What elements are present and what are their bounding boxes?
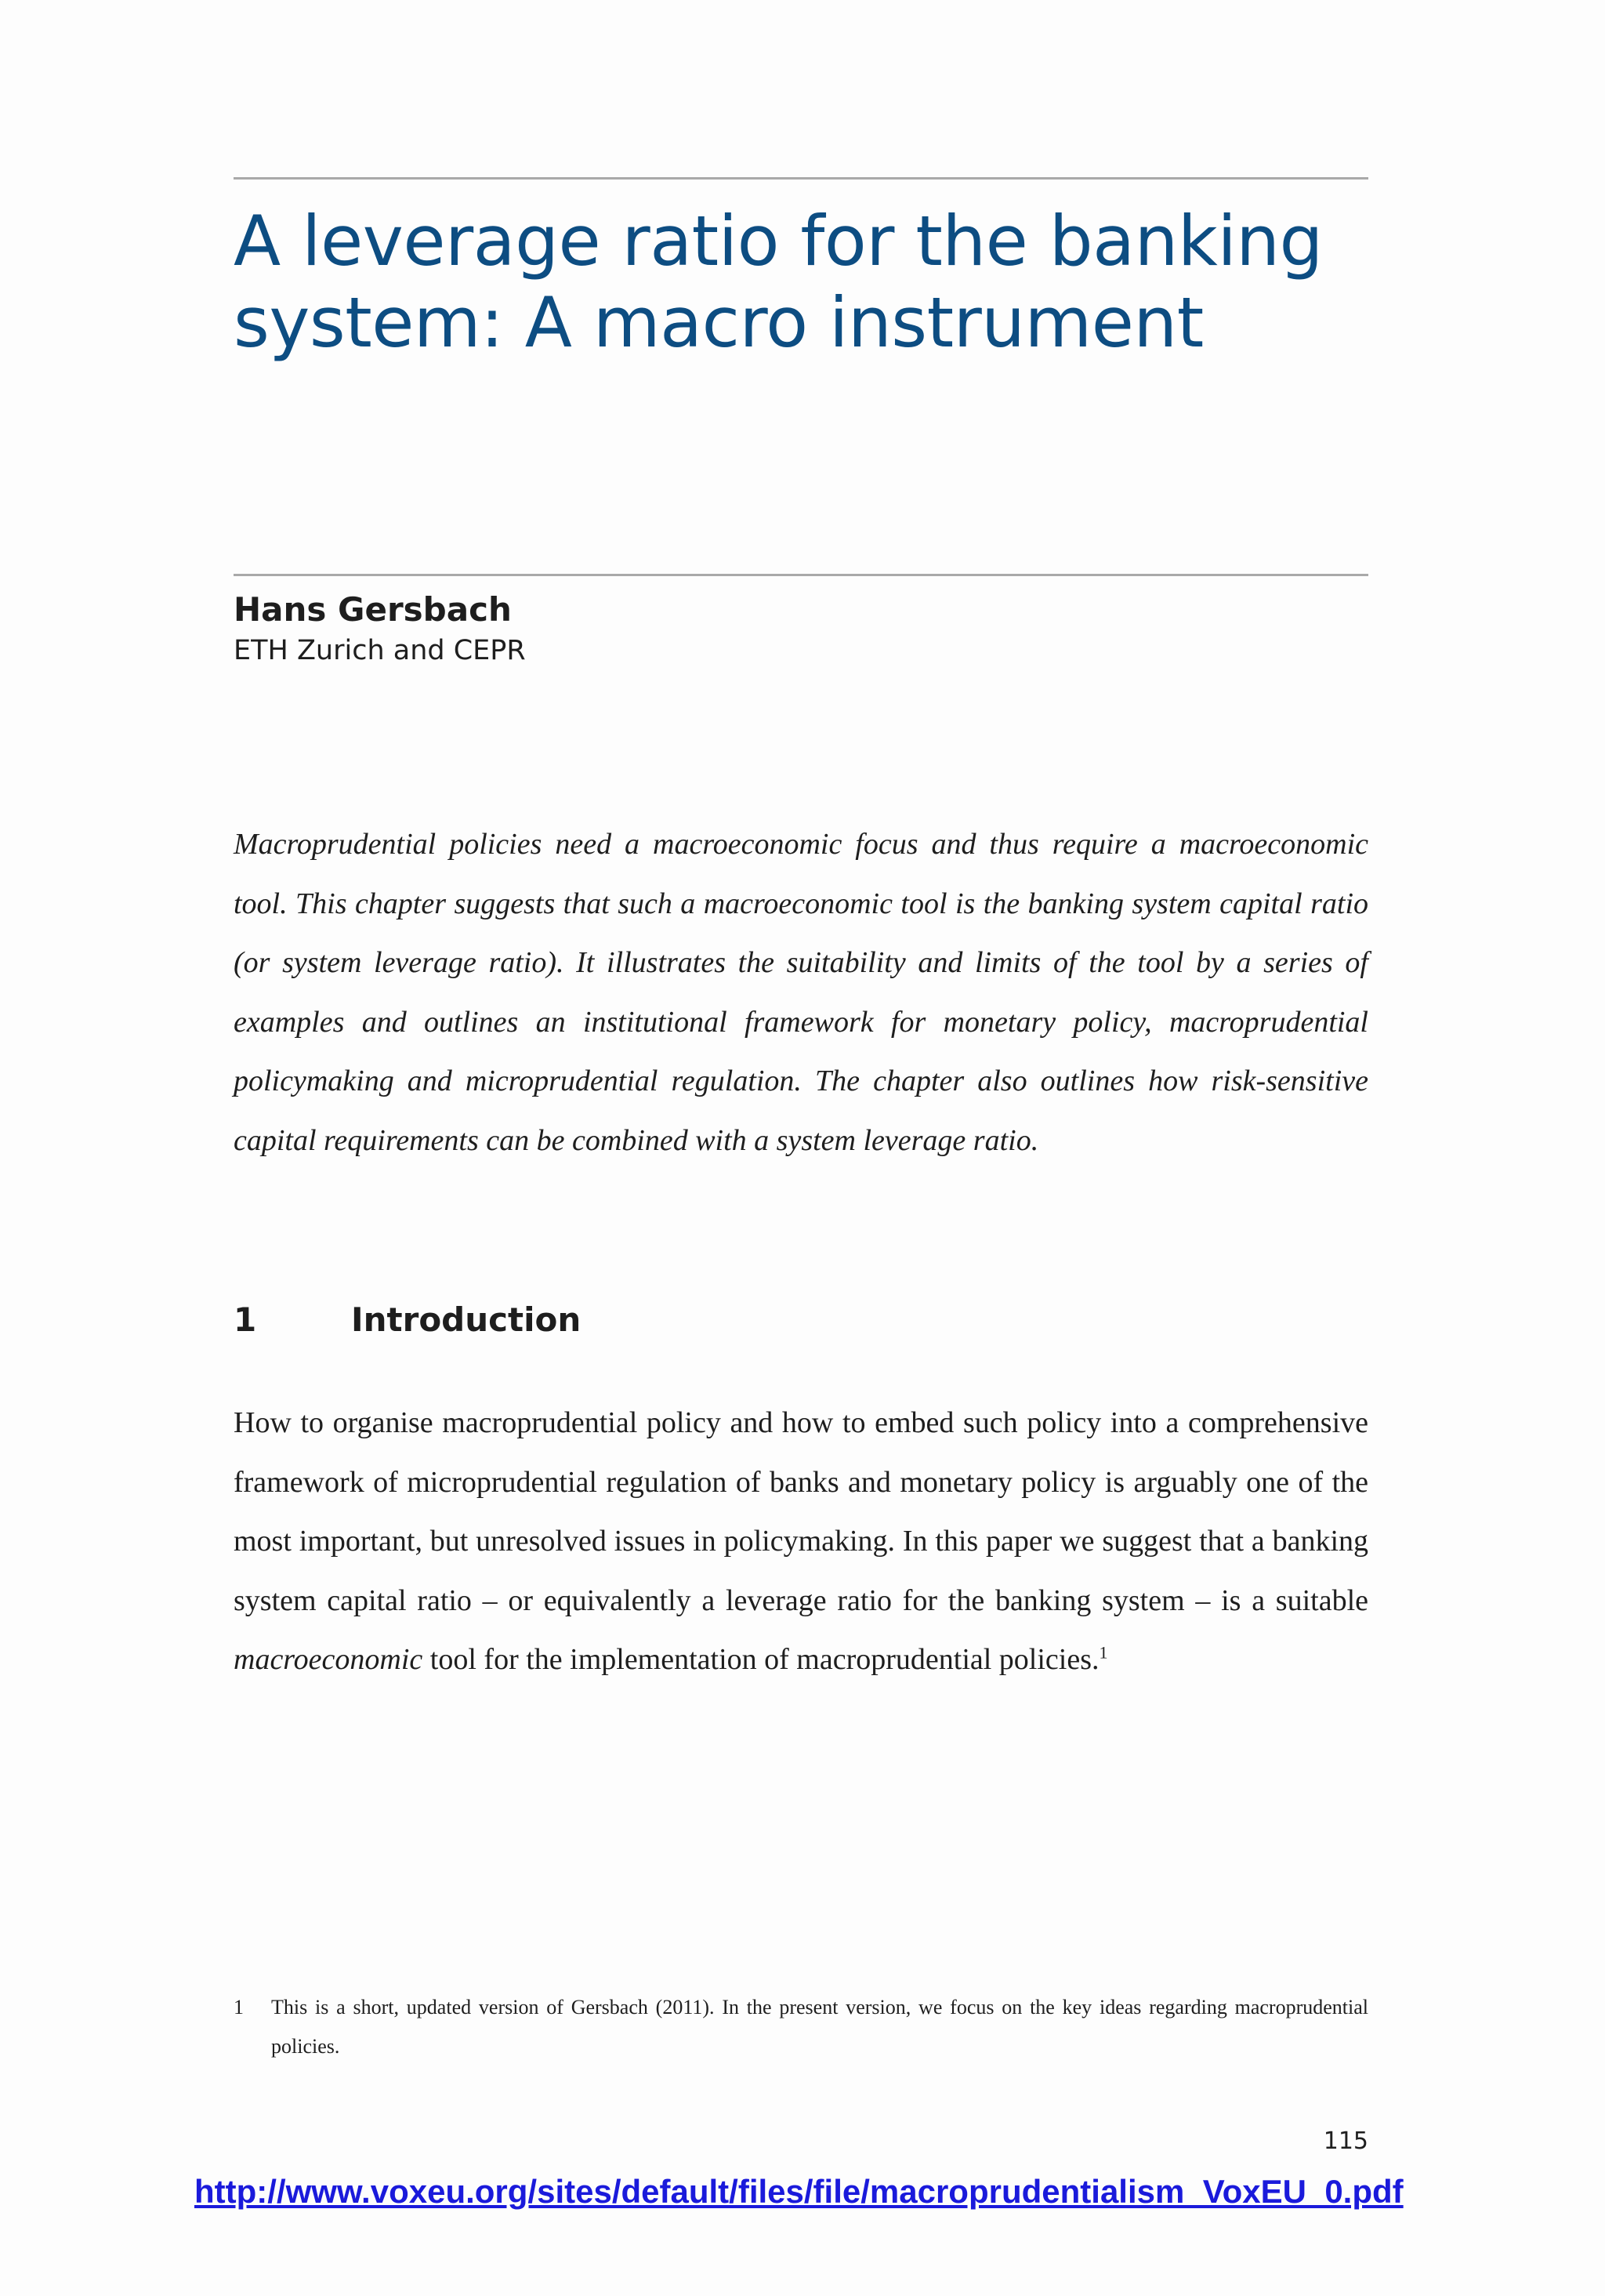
top-rule [234, 177, 1368, 180]
chapter-title-line-2: system: A macro instrument [234, 282, 1204, 363]
source-url-link[interactable]: http://www.voxeu.org/sites/default/files/file/macroprudentialism_VoxEU_0.pdf [194, 2173, 1404, 2210]
footnote-number: 1 [234, 1996, 244, 2019]
chapter-title-line-1: A leverage ratio for the banking [234, 201, 1323, 281]
section-number: 1 [234, 1300, 257, 1339]
author-name: Hans Gersbach [234, 590, 512, 629]
footnote-reference[interactable]: 1 [1099, 1642, 1108, 1663]
body-emphasis: macroeconomic [234, 1643, 423, 1676]
chapter-title [234, 201, 1368, 364]
author-affiliation: ETH Zurich and CEPR [234, 635, 526, 666]
body-text-part-2: tool for the implementation of macroprudential policies. [422, 1643, 1100, 1676]
footnote [234, 1988, 1368, 2066]
abstract: Macroprudential policies need a macroeconomic focus and thus require a macroeconomic tool. This chapter suggests that such a macroeconomic tool is the banking system capital ratio (or system leverage ratio). It illustrates the suitability and limits of the tool by a series of examples and outlines an institutional framework for monetary policy, macroprudential policymaking and microprudential regulation. The chapter also outlines how risk-sensitive capital requirements can be combined with a system leverage ratio. [234, 828, 1368, 1157]
author-rule [234, 574, 1368, 576]
body-text-part-1: How to organise macroprudential policy and how to embed such policy into a comprehensive framework of microprudential regulation of banks and monetary policy is arguably one of the most important, but unresolved issues in policymaking. In this paper we suggest that a banking system capital ratio – or equivalently a leverage ratio for the banking system – is a suitable [234, 1406, 1368, 1617]
footnote-text: This is a short, updated version of Gersbach (2011). In the present version, we focus on the key ideas regarding macroprudential policies. [271, 1996, 1368, 2058]
body-paragraph [234, 1394, 1368, 1690]
page-number: 115 [1323, 2127, 1368, 2155]
section-heading [234, 1300, 581, 1340]
section-title: Introduction [351, 1300, 581, 1339]
